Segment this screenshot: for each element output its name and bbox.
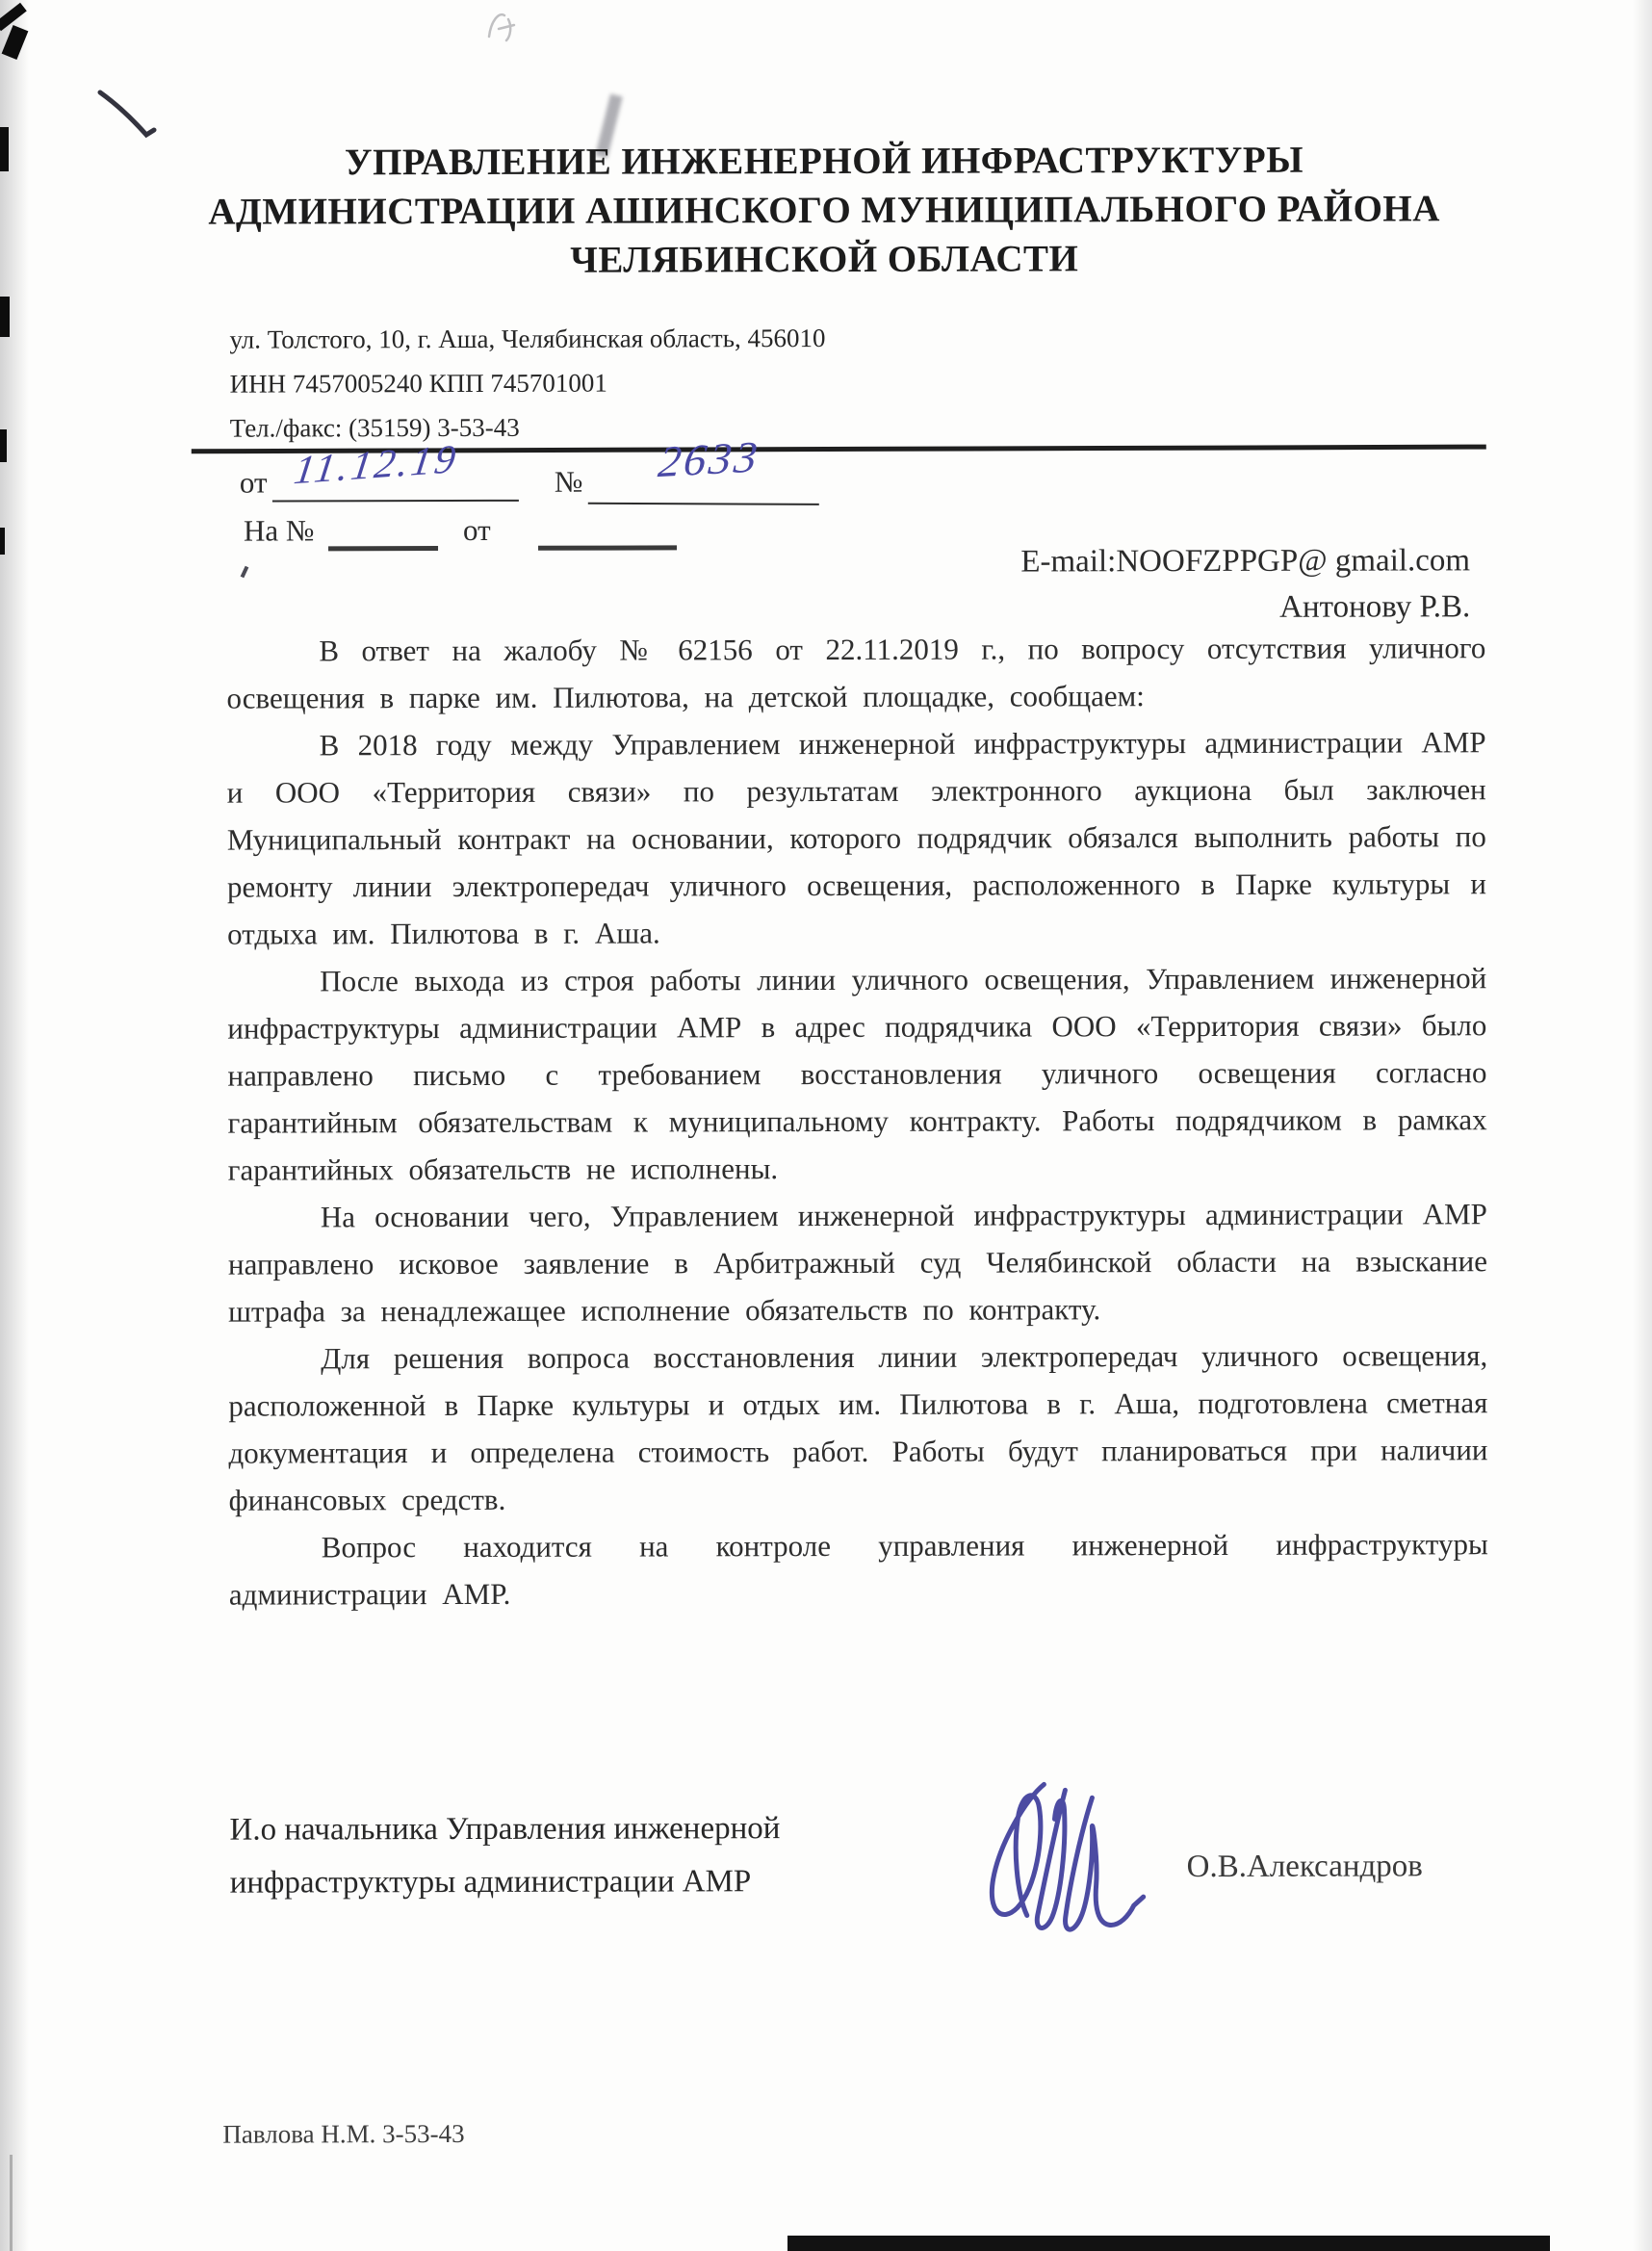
signature-ink (976, 1771, 1154, 1953)
from-label: от (239, 465, 268, 500)
executor-note: Павлова Н.М. 3-53-43 (222, 2118, 465, 2149)
org-title-line-3: ЧЕЛЯБИНСКОЙ ОБЛАСТИ (570, 238, 1079, 281)
signer-position-line-2: инфраструктуры администрации АМР (229, 1864, 752, 1901)
signer-name: О.В.Александров (1186, 1849, 1423, 1885)
body-paragraph: На основании чего, Управлением инженерной инфраструктуры администрации АМР направлено исковое заявление в Арбитражный суд Челябинской области на взыскание штрафа за ненадлежащее исполнение обязательств по контракту. (227, 1197, 1488, 1329)
recipient-name: Антонову Р.В. (1279, 589, 1471, 625)
org-address: ул. Толстого, 10, г. Аша, Челябинская область, 456010 (229, 323, 826, 354)
letter-body (226, 624, 1488, 1617)
reply-number-label: На № (243, 513, 315, 548)
org-title-line-2: АДМИНИСТРАЦИИ АШИНСКОГО МУНИЦИПАЛЬНОГО РАЙОНА (208, 188, 1440, 233)
letterhead-details (229, 316, 825, 451)
letterhead-title (0, 135, 1650, 286)
reply-from-label: от (462, 512, 491, 547)
reply-date-underline (538, 512, 677, 550)
recipient-block (1020, 537, 1470, 631)
body-paragraph: После выхода из строя работы линии уличного освещения, Управлением инженерной инфраструктуры администрации АМР в адрес подрядчика ООО «Территория связи» было направлено письмо с требованием восстановления уличного освещения согласно гарантийным обязательствам к муниципальному контракту. Работы подрядчиком в рамках гарантийных обязательств не исполнены. (227, 961, 1487, 1187)
org-inn-kpp: ИНН 7457005240 КПП 745701001 (229, 368, 607, 399)
signer-position (229, 1802, 780, 1909)
body-paragraph: Для решения вопроса восстановления линии электропередач уличного освещения, расположенной в Парке культуры и отдых им. Пилютова в г. Аша, подготовлена сметная документация и определена стоимость работ. Работы будут планироваться при наличии финансовых средств. (228, 1338, 1488, 1517)
handwritten-number: 2633 (656, 431, 763, 487)
body-paragraph: В 2018 году между Управлением инженерной инфраструктуры администрации АМР и ООО «Территория связи» по результатам электронного аукциона был заключен Муниципальный контракт на основании, которого подрядчик обязался выполнить работы по ремонту линии электропередач уличного освещения, расположенного в Парке культуры и отдыха им. Пилютова в г. Аша. (226, 725, 1487, 951)
reply-number-underline (328, 513, 438, 551)
org-phone: Тел./факс: (35159) 3-53-43 (229, 412, 520, 443)
body-paragraph: Вопрос находится на контроле управления инженерной инфраструктуры администрации АМР. (228, 1527, 1488, 1612)
recipient-email: E-mail:NOOFZPPGP@ gmail.com (1020, 543, 1471, 580)
handwritten-date: 11.12.19 (291, 437, 461, 494)
body-paragraph: В ответ на жалобу № 62156 от 22.11.2019 г., по вопросу отсутствия уличного освещения в парке им. Пилютова, на детской площадке, сообщаем: (226, 631, 1486, 715)
signer-position-line-1: И.о начальника Управления инженерной (229, 1811, 781, 1848)
org-title-line-1: УПРАВЛЕНИЕ ИНЖЕНЕРНОЙ ИНФРАСТРУКТУРЫ (344, 139, 1304, 184)
number-label: № (554, 464, 583, 499)
